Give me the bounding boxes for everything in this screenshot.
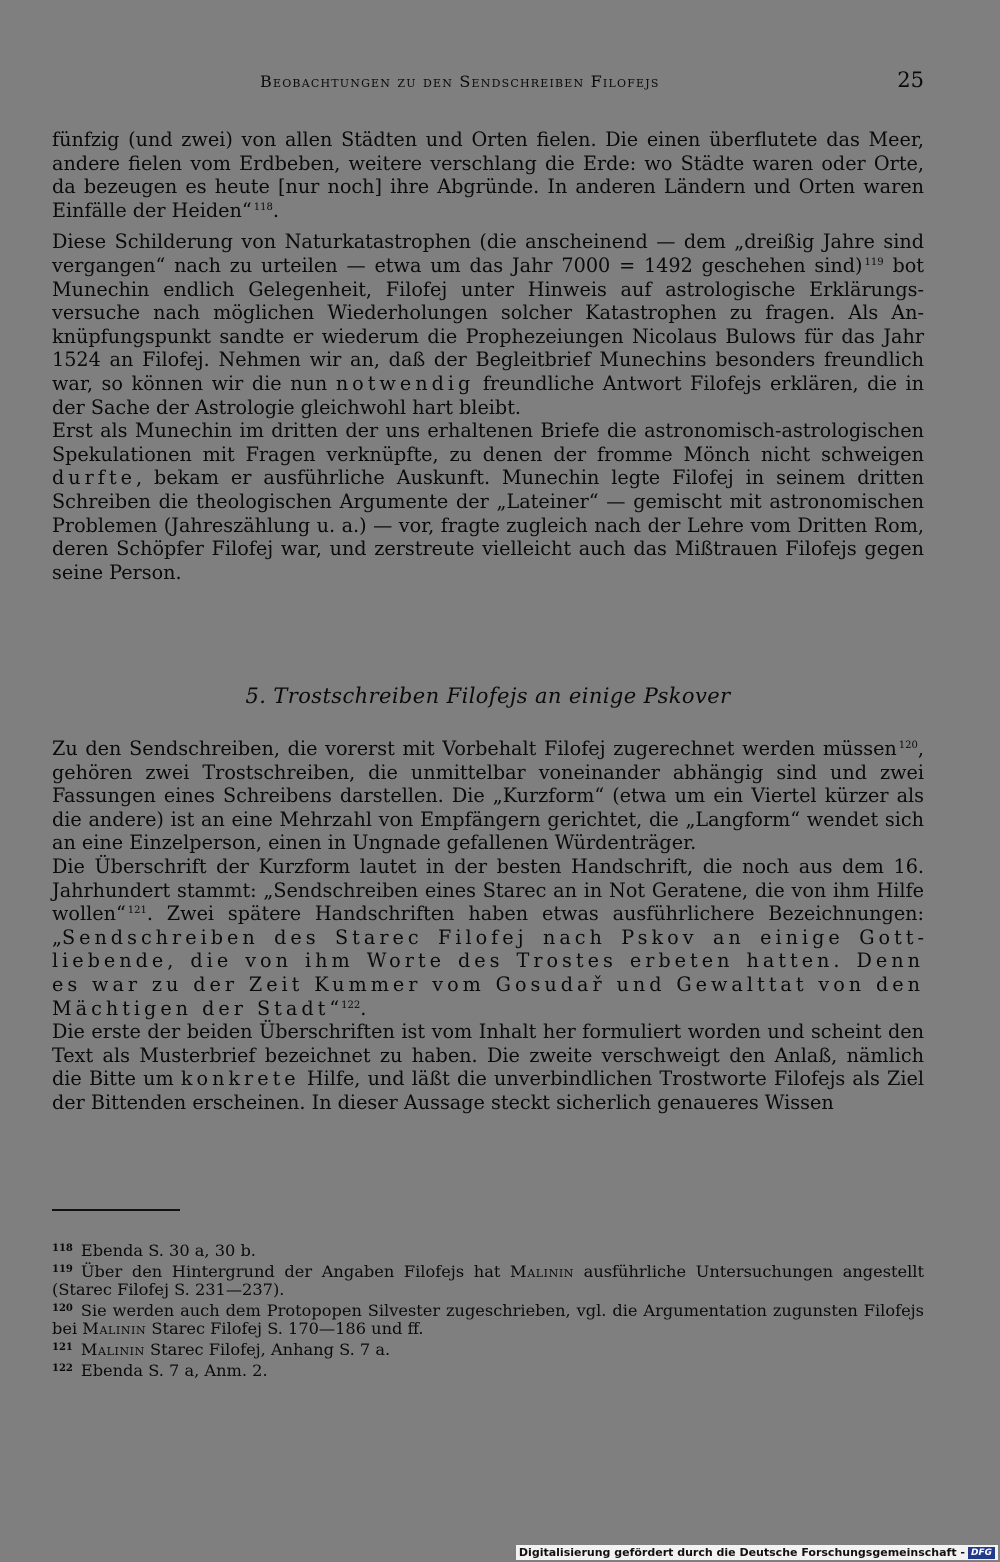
paragraph <box>52 855 924 1020</box>
footnote-number: 119 <box>52 1263 73 1275</box>
paragraph-text: Die Überschrift der Kurzform lautet in der besten Handschrift, die noch aus dem 16. Jahrhundert stammt: „Sendschreiben eines Starec an in Not Geratene, die von ihm Hilfe wollen“ <box>52 854 924 926</box>
page-number: 25 <box>897 68 924 92</box>
footnote-ref[interactable]: 122 <box>341 999 361 1011</box>
section-heading: 5. Trostschreiben Filofejs an einige Pskover <box>245 684 731 708</box>
paragraph-text: Erst als Munechin im dritten der uns erhaltenen Briefe die astronomisch-astrologischen Spekulationen mit Fragen verknüpfte, zu denen der fromme Mönch nicht schweigen <box>52 419 924 466</box>
footnote <box>52 1339 924 1360</box>
footnote <box>52 1261 924 1300</box>
funding-notice[interactable] <box>516 1545 998 1560</box>
dfg-logo: DFG <box>968 1547 995 1559</box>
footnote-text: Starec Filofej, Anhang S. 7 a. <box>144 1339 391 1359</box>
footnote-number: 121 <box>52 1341 73 1353</box>
footnote <box>52 1240 924 1261</box>
footnote-number: 120 <box>52 1302 73 1314</box>
footnote-text: Sie werden auch dem Protopopen Silvester zugeschrieben, vgl. die Argumentation zugunsten Filofejs bei <box>52 1300 924 1339</box>
funding-text: Digitalisierung gefördert durch die Deutsche Forschungsgemeinschaft - <box>518 1546 965 1559</box>
footnote-number: 122 <box>52 1362 73 1374</box>
footnote <box>52 1300 924 1339</box>
paragraph-text: Diese Schilderung von Naturkatastrophen (die anscheinend — dem „dreißig Jahre sind vergangen“ nach zu urteilen — etwa um das Jahr 7000 = 1492 geschehen sind) <box>52 230 924 277</box>
author-name: Malinin <box>82 1319 147 1339</box>
running-head <box>52 68 924 92</box>
footnote-text: Starec Filofej S. 170—186 und ff. <box>146 1319 424 1339</box>
emphasis-spaced: notwendig <box>335 371 475 395</box>
paragraph-text: freundliche Antwort Filofejs erklären, die in der Sache der Astrologie gleichwohl hart bleibt. <box>52 371 924 419</box>
paragraph-text: , gehören zwei Trostschreiben, die unmittelbar voneinander abhängig sind und zwei Fassungen eines Schreibens darstellen. Die „Kurzform“ (etwa um ein Viertel kürzer als die andere) ist an eine Mehrzahl von Empfängern gerichtet, die „Langform“ wendet sich an eine Einzelperson, einen in Ungnade gefallenen Würdenträger. <box>52 737 924 855</box>
emphasis-spaced: durfte <box>52 466 136 490</box>
footnote-text: ausführliche Untersuchungen angestellt (Starec Filofej S. 231—237). <box>52 1261 924 1300</box>
paragraph-text: fünfzig (und zwei) von allen Städten und Orten fielen. Die einen überflutete das Meer, andere fielen vom Erdbeben, weitere verschlang die Erde: wo Städte waren oder Orte, da bezeugen es heute [nur noch] ihre Abgründe. In anderen Ländern und Orten waren Einfälle der Heiden“ <box>52 128 924 222</box>
emphasis-spaced: Sendschreiben des Starec Filofej nach Pskov an einige Gottliebende, die von ihm Worte des Trostes erbeten hatten. Denn es war zu der Zeit Kummer vom Gosudař und Gewalttat von den Mächtigen der Stadt <box>52 925 924 1020</box>
running-title: Beobachtungen zu den Sendschreiben Filofejs <box>260 72 660 91</box>
footnote-number: 118 <box>52 1243 73 1254</box>
paragraph-text: bot Munechin endlich Gelegenheit, Filofej unter Hinweis auf astrologische Erklärungsversuche nach möglichen Wiederholungen solcher Katastrophen zu fragen. Als Anknüpfungspunkt sandte er wiederum die Prophezeiungen Nicolaus Bulows für das Jahr 1524 an Filofej. Nehmen wir an, daß der Begleitbrief Munechins besonders freundlich war, so können wir die nun <box>52 253 924 395</box>
paragraph <box>52 128 924 222</box>
paragraph-text: “ <box>329 996 340 1020</box>
footnote-text: Ebenda S. 30 a, 30 b. <box>80 1241 256 1260</box>
footnote-ref[interactable]: 119 <box>864 256 884 268</box>
footnote-text: Ebenda S. 7 a, Anm. 2. <box>80 1360 268 1380</box>
footnote-ref[interactable]: 118 <box>253 201 273 213</box>
body-text-lower <box>52 737 924 1115</box>
footnote-ref[interactable]: 120 <box>898 740 918 751</box>
footnote <box>52 1360 924 1381</box>
paragraph-text: Die erste der beiden Überschriften ist vom Inhalt her formuliert worden und scheint den Text als Musterbrief bezeichnet zu haben. Die zweite verschweigt den Anlaß, nämlich die Bitte um <box>52 1020 924 1091</box>
paragraph-text: Hilfe, und läßt die unverbindlichen Trostworte Filofejs als Ziel der Bittenden erscheinen. In dieser Aussage steckt sicherlich genaueres Wissen <box>52 1067 924 1114</box>
paragraph-text: . Zwei spätere Handschriften haben etwas ausführlichere Bezeichnungen: „ <box>52 902 924 949</box>
paragraph-text: . <box>272 198 279 222</box>
footnotes <box>52 1240 924 1380</box>
author-name: Malinin <box>510 1261 575 1281</box>
body-text-upper <box>52 128 924 584</box>
paragraph <box>52 230 924 419</box>
paragraph-text: , bekam er ausführliche Auskunft. Munechin legte Filofej in seinem dritten Schreiben die theologischen Argumente der „Lateiner“ — gemischt mit astronomischen Problemen (Jahreszählung u. a.) — vor, fragte zugleich nach der Lehre vom Dritten Rom, deren Schöpfer Filofej war, und zerstreute vielleicht auch das Mißtrauen Filofejs gegen seine Person. <box>52 466 924 584</box>
footnote-text: Über den Hintergrund der Angaben Filofejs hat <box>80 1261 511 1281</box>
paragraph-text: Zu den Sendschreiben, die vorerst mit Vorbehalt Filofej zugerechnet werden müssen <box>52 737 897 760</box>
footnote-ref[interactable]: 121 <box>127 905 147 917</box>
paragraph <box>52 419 924 584</box>
footnote-divider <box>52 1209 180 1211</box>
paragraph <box>52 737 924 855</box>
author-name: Malinin <box>80 1339 145 1359</box>
paragraph <box>52 1020 924 1114</box>
emphasis-spaced: konkrete <box>180 1067 300 1091</box>
paragraph-text: . <box>360 996 367 1020</box>
